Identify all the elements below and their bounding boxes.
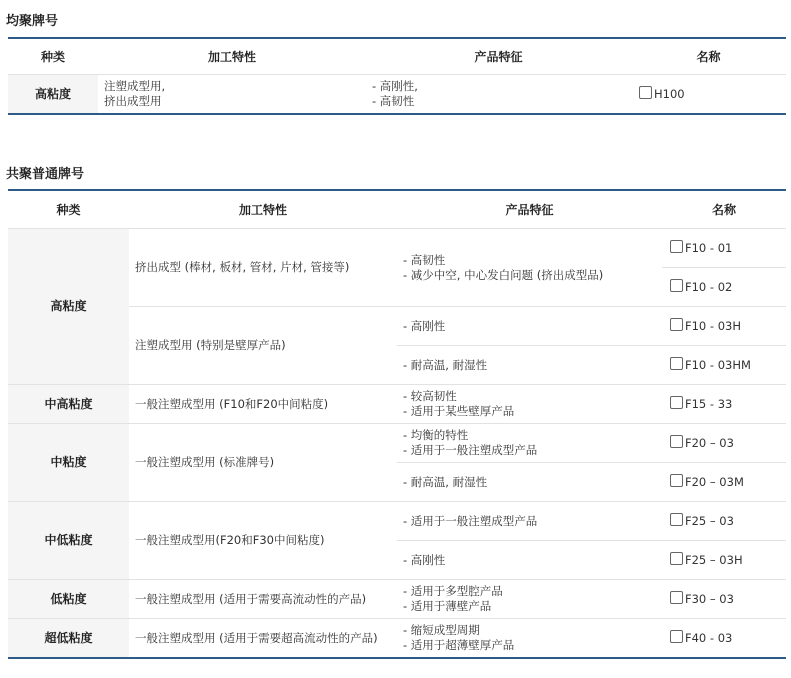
features-cell [366, 75, 631, 115]
kind-cell: 中高粘度 [8, 385, 129, 424]
name-cell [662, 229, 786, 268]
feature-line: - 耐高温, 耐湿性 [403, 474, 488, 489]
process-cell: 挤出成型 (棒材, 板材, 管材, 片材, 管接等) [129, 229, 397, 307]
features-cell [397, 619, 662, 659]
header-process: 加工特性 [129, 190, 397, 229]
grade-checkbox[interactable] [670, 318, 683, 331]
process-cell: 注塑成型用 (特别是壁厚产品) [129, 307, 397, 385]
name-cell [631, 75, 786, 115]
table-row [8, 424, 786, 463]
grade-name: F10 - 03H [685, 319, 741, 333]
header-features: 产品特征 [366, 38, 631, 75]
process-cell: 一般注塑成型用 (适用于需要超高流动性的产品) [129, 619, 397, 659]
kind-cell: 超低粘度 [8, 619, 129, 659]
header-process: 加工特性 [98, 38, 366, 75]
process-cell: 一般注塑成型用(F20和F30中间粘度) [129, 502, 397, 580]
kind-cell: 中粘度 [8, 424, 129, 502]
kind-cell: 中低粘度 [8, 502, 129, 580]
process-cell [98, 75, 366, 115]
feature-line: - 高韧性 [403, 252, 446, 267]
grade-name: F15 - 33 [685, 397, 733, 411]
feature-line: - 耐高温, 耐湿性 [403, 357, 488, 372]
feature-line: - 减少中空, 中心发白问题 (挤出成型品) [403, 267, 604, 282]
name-cell [662, 619, 786, 659]
features-cell [397, 502, 662, 541]
name-cell [662, 502, 786, 541]
feature-line: - 高刚性 [403, 552, 446, 567]
process-cell: 一般注塑成型用 (F10和F20中间粘度) [129, 385, 397, 424]
grade-checkbox[interactable] [670, 357, 683, 370]
grade-checkbox[interactable] [670, 552, 683, 565]
process-line: 挤出成型用 [104, 94, 162, 108]
grade-name: F10 - 02 [685, 280, 733, 294]
grade-checkbox[interactable] [670, 240, 683, 253]
process-cell: 一般注塑成型用 (适用于需要高流动性的产品) [129, 580, 397, 619]
homopolymer-section-title: 均聚牌号 [6, 14, 59, 29]
name-cell [662, 541, 786, 580]
table-row [8, 619, 786, 659]
name-cell [662, 580, 786, 619]
feature-line: - 适用于薄壁产品 [403, 599, 492, 613]
table-row [8, 229, 786, 268]
name-cell [662, 385, 786, 424]
process-cell: 一般注塑成型用 (标准牌号) [129, 424, 397, 502]
copolymer-table-body [8, 229, 786, 659]
copolymer-table [8, 189, 786, 659]
feature-line: - 均衡的特性 [403, 428, 469, 442]
name-cell [662, 424, 786, 463]
process-line: 注塑成型用, [104, 79, 166, 93]
features-cell [397, 307, 662, 346]
feature-line: - 适用于一般注塑成型产品 [403, 443, 538, 457]
grade-name: H100 [654, 87, 685, 101]
features-cell [397, 424, 662, 463]
grade-name: F10 - 03HM [685, 358, 751, 372]
table-row [8, 502, 786, 541]
feature-line: - 高韧性 [372, 94, 415, 108]
grade-checkbox[interactable] [670, 591, 683, 604]
header-name: 名称 [631, 38, 786, 75]
table-row [8, 385, 786, 424]
grade-name: F25 – 03 [685, 514, 734, 528]
table-row [8, 580, 786, 619]
name-cell [662, 307, 786, 346]
features-cell [397, 346, 662, 385]
feature-line: - 适用于多型腔产品 [403, 584, 503, 598]
feature-line: - 缩短成型周期 [403, 623, 480, 637]
header-features: 产品特征 [397, 190, 662, 229]
grade-name: F30 – 03 [685, 592, 734, 606]
feature-line: - 高刚性, [372, 79, 418, 93]
feature-line: - 适用于某些壁厚产品 [403, 404, 515, 418]
features-cell [397, 463, 662, 502]
grade-name: F10 - 01 [685, 241, 733, 255]
grade-name: F20 – 03M [685, 475, 744, 489]
grade-checkbox[interactable] [670, 396, 683, 409]
features-cell [397, 385, 662, 424]
name-cell [662, 463, 786, 502]
grade-name: F25 – 03H [685, 553, 743, 567]
kind-cell: 高粘度 [8, 229, 129, 385]
grade-checkbox[interactable] [670, 513, 683, 526]
kind-cell: 低粘度 [8, 580, 129, 619]
features-cell [397, 541, 662, 580]
grade-name: F20 – 03 [685, 436, 734, 450]
feature-line: - 高刚性 [403, 318, 446, 333]
grade-checkbox[interactable] [639, 86, 652, 99]
feature-line: - 较高韧性 [403, 389, 457, 403]
feature-line: - 适用于超薄壁厚产品 [403, 638, 515, 652]
copolymer-section-title: 共聚普通牌号 [6, 167, 85, 182]
grade-checkbox[interactable] [670, 435, 683, 448]
header-name: 名称 [662, 190, 786, 229]
header-kind: 种类 [8, 38, 98, 75]
features-cell [397, 580, 662, 619]
homopolymer-table [8, 37, 786, 115]
name-cell [662, 268, 786, 307]
features-cell [397, 229, 662, 307]
table-row [8, 75, 786, 115]
name-cell [662, 346, 786, 385]
feature-line: - 适用于一般注塑成型产品 [403, 513, 538, 528]
kind-cell: 高粘度 [8, 75, 98, 115]
grade-checkbox[interactable] [670, 279, 683, 292]
header-kind: 种类 [8, 190, 129, 229]
grade-checkbox[interactable] [670, 474, 683, 487]
grade-checkbox[interactable] [670, 630, 683, 643]
grade-name: F40 - 03 [685, 631, 733, 645]
